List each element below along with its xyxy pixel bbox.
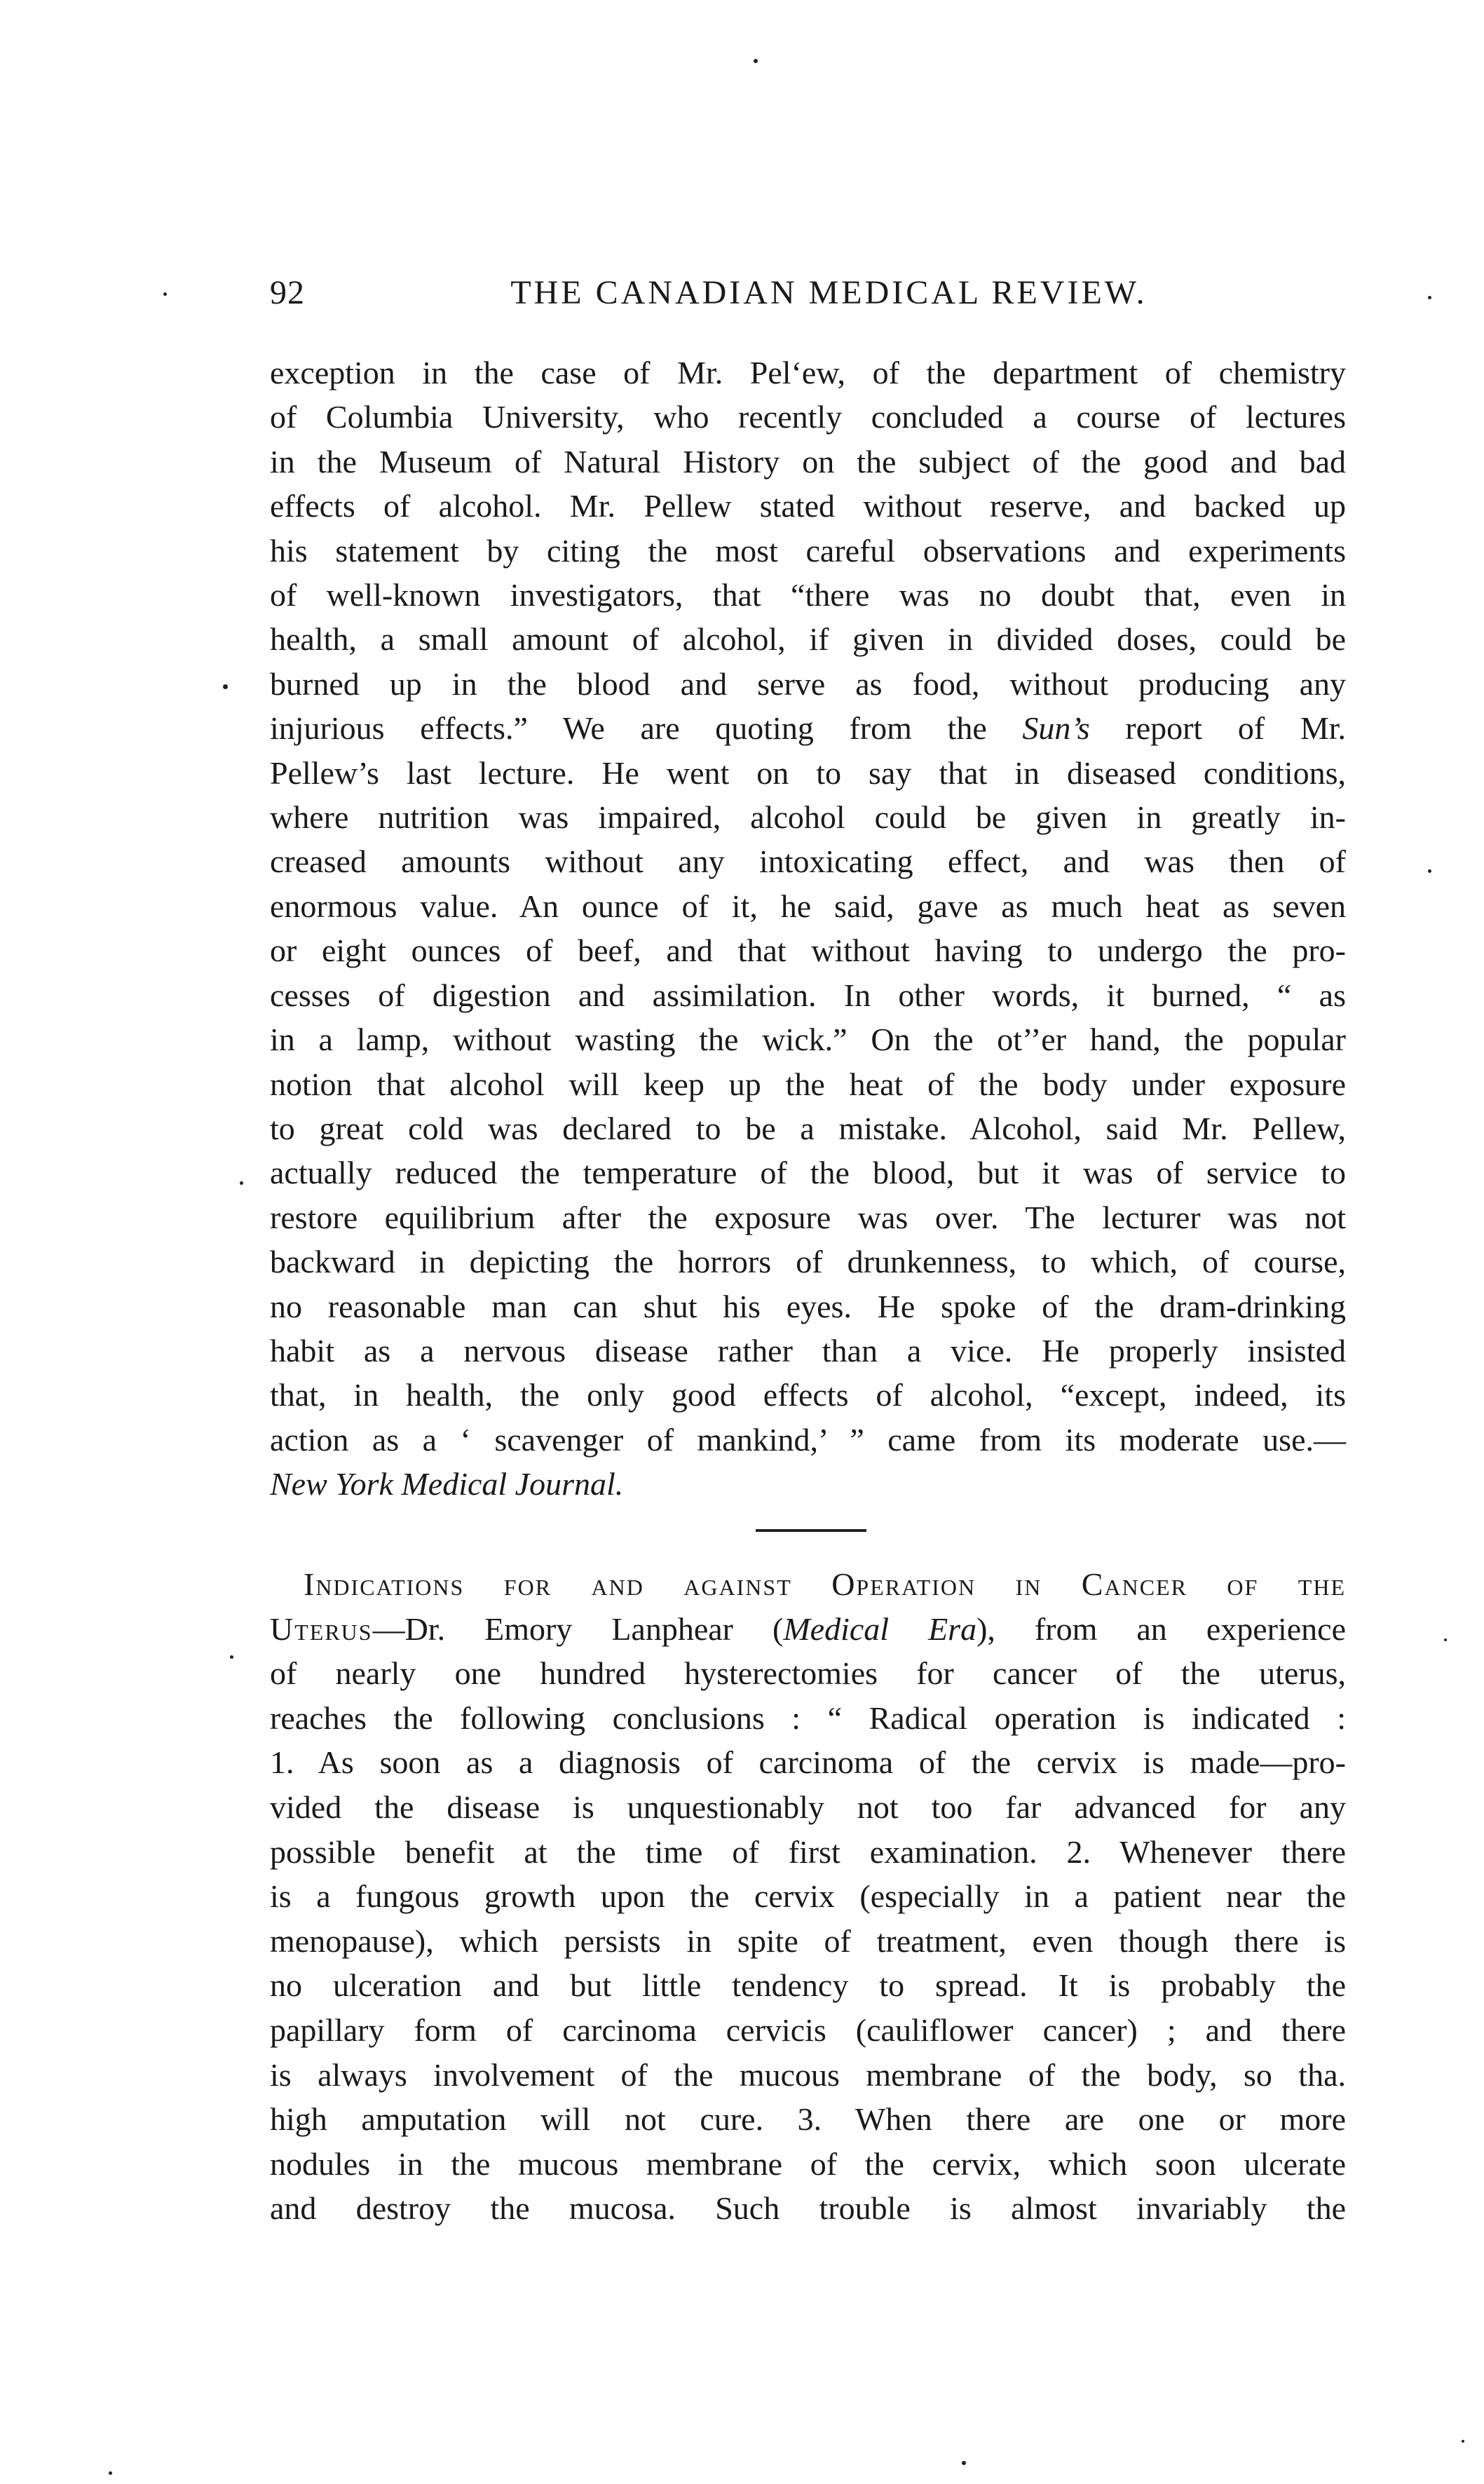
text-line: actually reduced the temperature of the blood, but it was of service to xyxy=(270,1155,1346,1191)
text-line: that, in health, the only good effects of alcohol, “except, indeed, its xyxy=(270,1377,1346,1413)
text-line: in the Museum of Natural History on the subject of the good and bad xyxy=(270,443,1346,480)
speck xyxy=(223,684,228,689)
article-title: Indications for and against Operation in Cancer of the xyxy=(304,1566,1346,1602)
text-line: of Columbia University, who recently concluded a course of lectures xyxy=(270,399,1346,435)
article-cancer-uterus xyxy=(270,1562,1346,2231)
journal-citation: Medical Era xyxy=(783,1610,977,1647)
article-title-line xyxy=(270,1562,1346,1607)
text-line-with-citation xyxy=(270,1607,1346,1652)
text-line: enormous value. An ounce of it, he said, gave as much heat as seven xyxy=(270,888,1346,924)
text-line-start: —Dr. Emory Lanphear ( xyxy=(372,1610,784,1647)
text-line: vided the disease is unquestionably not too far advanced for any xyxy=(270,1789,1346,1825)
text-line: backward in depicting the horrors of drunkenness, to which, of course, xyxy=(270,1244,1346,1280)
speck xyxy=(163,292,167,296)
text-line: notion that alcohol will keep up the heat of the body under exposure xyxy=(270,1066,1346,1102)
text-line-end: report of Mr. xyxy=(1125,710,1347,747)
text-line-end: ), from an experience xyxy=(976,1610,1347,1647)
text-line: Pellew’s last lecture. He went on to say that in diseased conditions, xyxy=(270,754,1346,791)
text-line: of nearly one hundred hysterectomies for cancer of the uterus, xyxy=(270,1655,1346,1692)
text-line: is a fungous growth upon the cervix (especially in a patient near the xyxy=(270,1878,1346,1915)
text-line: possible benefit at the time of first examination. 2. Whenever there xyxy=(270,1833,1346,1870)
text-line: habit as a nervous disease rather than a vice. He properly insisted xyxy=(270,1332,1346,1369)
speck xyxy=(230,1655,233,1659)
article-title-end: Uterus xyxy=(270,1610,373,1647)
speck xyxy=(1444,1638,1447,1641)
speck xyxy=(1428,869,1431,873)
newspaper-citation: Sun’s xyxy=(1022,710,1090,747)
source-citation: New York Medical Journal. xyxy=(270,1466,624,1502)
text-line-with-citation xyxy=(270,706,1346,750)
text-line: no reasonable man can shut his eyes. He spoke of the dram-drinking xyxy=(270,1288,1346,1324)
running-title: THE CANADIAN MEDICAL REVIEW. xyxy=(510,274,1148,311)
text-line: and destroy the mucosa. Such trouble is almost invariably the xyxy=(270,2190,1346,2227)
text-line-start: injurious effects.” We are quoting from the xyxy=(270,710,987,747)
text-line: to great cold was declared to be a mistake. Alcohol, said Mr. Pellew, xyxy=(270,1110,1346,1146)
text-line: reaches the following conclusions : “ Radical operation is indicated : xyxy=(270,1699,1346,1736)
text-line: burned up in the blood and serve as food, without producing any xyxy=(270,665,1346,702)
text-line: is always involvement of the mucous membrane of the body, so tha. xyxy=(270,2056,1346,2093)
page-header xyxy=(270,273,1346,323)
text-line: nodules in the mucous membrane of the cervix, which soon ulcerate xyxy=(270,2145,1346,2182)
speck xyxy=(962,2461,966,2465)
text-line: restore equilibrium after the exposure was over. The lecturer was not xyxy=(270,1199,1346,1235)
text-line: menopause), which persists in spite of treatment, even though there is xyxy=(270,1922,1346,1959)
page-number: 92 xyxy=(270,274,305,311)
text-line: high amputation will not cure. 3. When there are one or more xyxy=(270,2101,1346,2138)
article-alcohol-paragraph xyxy=(270,351,1346,1507)
speck xyxy=(240,1181,243,1185)
text-line: cesses of digestion and assimilation. In other words, it burned, “ as xyxy=(270,977,1346,1013)
text-line: exception in the case of Mr. Pel‘ew, of the department of chemistry xyxy=(270,355,1346,391)
speck xyxy=(754,59,758,63)
text-line: no ulceration and but little tendency to spread. It is probably the xyxy=(270,1967,1346,2004)
text-line: or eight ounces of beef, and that without having to undergo the pro- xyxy=(270,932,1346,969)
article-cancer-paragraph xyxy=(270,1562,1346,2231)
text-line: health, a small amount of alcohol, if given in divided doses, could be xyxy=(270,621,1346,658)
speck xyxy=(109,2471,112,2475)
text-line: effects of alcohol. Mr. Pellew stated without reserve, and backed up xyxy=(270,488,1346,524)
article-alcohol xyxy=(270,351,1346,1507)
text-line: in a lamp, without wasting the wick.” On the ot’’er hand, the popular xyxy=(270,1022,1346,1058)
section-divider xyxy=(756,1529,866,1532)
text-line: where nutrition was impaired, alcohol could be given in greatly in- xyxy=(270,799,1346,836)
speck xyxy=(1462,2440,1464,2443)
text-line: action as a ‘ scavenger of mankind,’ ” came from its moderate use.— xyxy=(270,1421,1346,1458)
text-line: of well-known investigators, that “there was no doubt that, even in xyxy=(270,577,1346,613)
text-line: 1. As soon as a diagnosis of carcinoma of the cervix is made—pro- xyxy=(270,1744,1346,1781)
text-line: creased amounts without any intoxicating effect, and was then of xyxy=(270,843,1346,880)
text-line: papillary form of carcinoma cervicis (cauliflower cancer) ; and there xyxy=(270,2011,1346,2048)
speck xyxy=(1428,296,1431,299)
text-line: his statement by citing the most careful observations and experiments xyxy=(270,532,1346,569)
